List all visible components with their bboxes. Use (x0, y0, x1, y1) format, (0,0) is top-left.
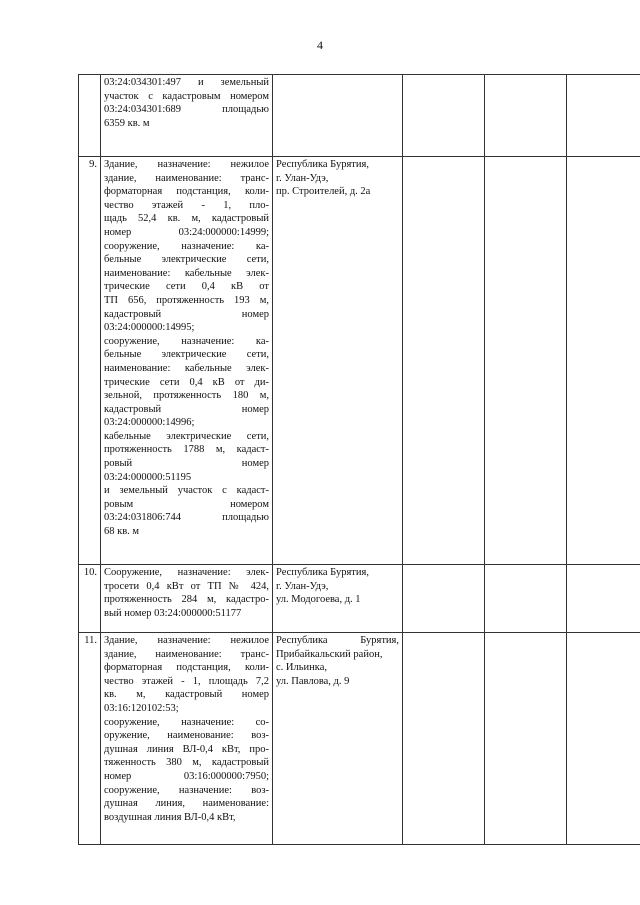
empty-cell (567, 75, 640, 157)
description-line: форматорная подстанция, коли- (104, 186, 269, 198)
row-number (79, 75, 101, 157)
description-line: участок с кадастровым номером (104, 90, 269, 102)
property-address (273, 75, 403, 157)
address-line: пр. Строителей, д. 2а (276, 186, 371, 198)
description-line: зельной, протяженность 180 м, (104, 390, 269, 402)
description-line: ровым номером (104, 498, 269, 510)
address-line: г. Улан-Удэ, (276, 172, 329, 184)
description-line: 03:24:000000:14996; (104, 417, 195, 429)
description-line: сооружение, назначение: ка- (104, 240, 269, 252)
row-number: 11. (79, 633, 101, 845)
empty-cell (485, 75, 567, 157)
table-row (79, 633, 640, 845)
description-line: чество этажей - 1, площадь 7,2 (104, 675, 269, 687)
empty-cell (403, 75, 485, 157)
description-line: бельные электрические сети, (104, 254, 269, 266)
description-line: душная линия, наименование: (104, 798, 269, 810)
row-number: 10. (79, 565, 101, 633)
property-description (101, 633, 273, 845)
description-line: воздушная линия ВЛ-0,4 кВт, (104, 811, 236, 823)
description-line: номер 03:24:000000:14999; (104, 226, 269, 238)
description-line: Сооружение, назначение: элек- (104, 567, 269, 578)
description-line: протяженность 284 м, кадастро- (104, 594, 269, 606)
description-line: 03:24:000000:14995; (104, 322, 195, 334)
description-line: Здание, назначение: нежилое (104, 635, 269, 646)
description-line: протяженность 1788 м, кадаст- (104, 444, 269, 456)
description-line: номер 03:16:000000:7950; (104, 770, 269, 782)
description-line: кв. м, кадастровый номер (104, 689, 269, 701)
description-line: ровый номер (104, 458, 269, 470)
address-line: Прибайкальский район, (276, 648, 383, 660)
empty-cell (567, 157, 640, 565)
description-line: 03:24:000000:51195 (104, 471, 192, 483)
description-line: бельные электрические сети, (104, 349, 269, 361)
description-line: форматорная подстанция, коли- (104, 662, 269, 674)
empty-cell (567, 633, 640, 845)
description-line: тяженность 380 м, кадастровый (104, 757, 269, 769)
description-line: тросети 0,4 кВт от ТП № 424, (104, 580, 269, 592)
description-line: сооружение, назначение: воз- (104, 784, 269, 796)
address-line: ул. Павлова, д. 9 (276, 675, 350, 687)
description-line: 03:24:034301:689 площадью (104, 104, 269, 116)
address-line: с. Ильинка, (276, 662, 327, 674)
description-line: 68 кв. м (104, 526, 140, 538)
description-line: чество этажей - 1, пло- (104, 199, 269, 211)
property-description (101, 565, 273, 633)
page-number: 4 (317, 38, 323, 52)
description-line: наименование: кабельные элек- (104, 267, 269, 279)
description-line: здание, наименование: транс- (104, 648, 269, 660)
description-line: сооружение, назначение: ка- (104, 335, 269, 347)
property-address (273, 157, 403, 565)
description-line: 03:16:120102:53; (104, 702, 179, 714)
description-line: здание, наименование: транс- (104, 172, 269, 184)
description-line: сооружение, назначение: со- (104, 716, 269, 728)
property-address (273, 633, 403, 845)
empty-cell (403, 157, 485, 565)
description-line: наименование: кабельные элек- (104, 362, 269, 374)
description-line: щадь 52,4 кв. м, кадастровый (104, 213, 269, 225)
description-line: 03:24:034301:497 и земельный (104, 77, 269, 88)
description-line: 6359 кв. м (104, 117, 150, 129)
description-line: вый номер 03:24:000000:51177 (104, 607, 242, 619)
address-line: г. Улан-Удэ, (276, 580, 329, 592)
address-line: Республика Бурятия, (276, 567, 369, 578)
description-line: ТП 656, протяженность 193 м, (104, 294, 269, 306)
description-line: кадастровый номер (104, 403, 269, 415)
empty-cell (403, 633, 485, 845)
table-row (79, 565, 640, 633)
empty-cell (485, 633, 567, 845)
description-line: трические сети 0,4 кВ от ди- (104, 376, 269, 388)
empty-cell (485, 565, 567, 633)
address-line: Республика Бурятия, (276, 635, 399, 646)
property-address (273, 565, 403, 633)
table-row (79, 75, 640, 157)
description-line: кадастровый номер (104, 308, 269, 320)
description-line: оружение, наименование: воз- (104, 730, 269, 742)
description-line: Здание, назначение: нежилое (104, 159, 269, 170)
property-table (78, 74, 640, 845)
row-number: 9. (79, 157, 101, 565)
description-line: и земельный участок с кадаст- (104, 485, 269, 497)
address-line: Республика Бурятия, (276, 159, 369, 170)
empty-cell (567, 565, 640, 633)
address-line: ул. Модогоева, д. 1 (276, 594, 361, 606)
empty-cell (485, 157, 567, 565)
description-line: душная линия ВЛ-0,4 кВт, про- (104, 743, 269, 755)
description-line: кабельные электрические сети, (104, 430, 269, 442)
table-row (79, 157, 640, 565)
description-line: 03:24:031806:744 площадью (104, 512, 269, 524)
empty-cell (403, 565, 485, 633)
property-description (101, 75, 273, 157)
description-line: трические сети 0,4 кВ от (104, 281, 269, 293)
property-description (101, 157, 273, 565)
